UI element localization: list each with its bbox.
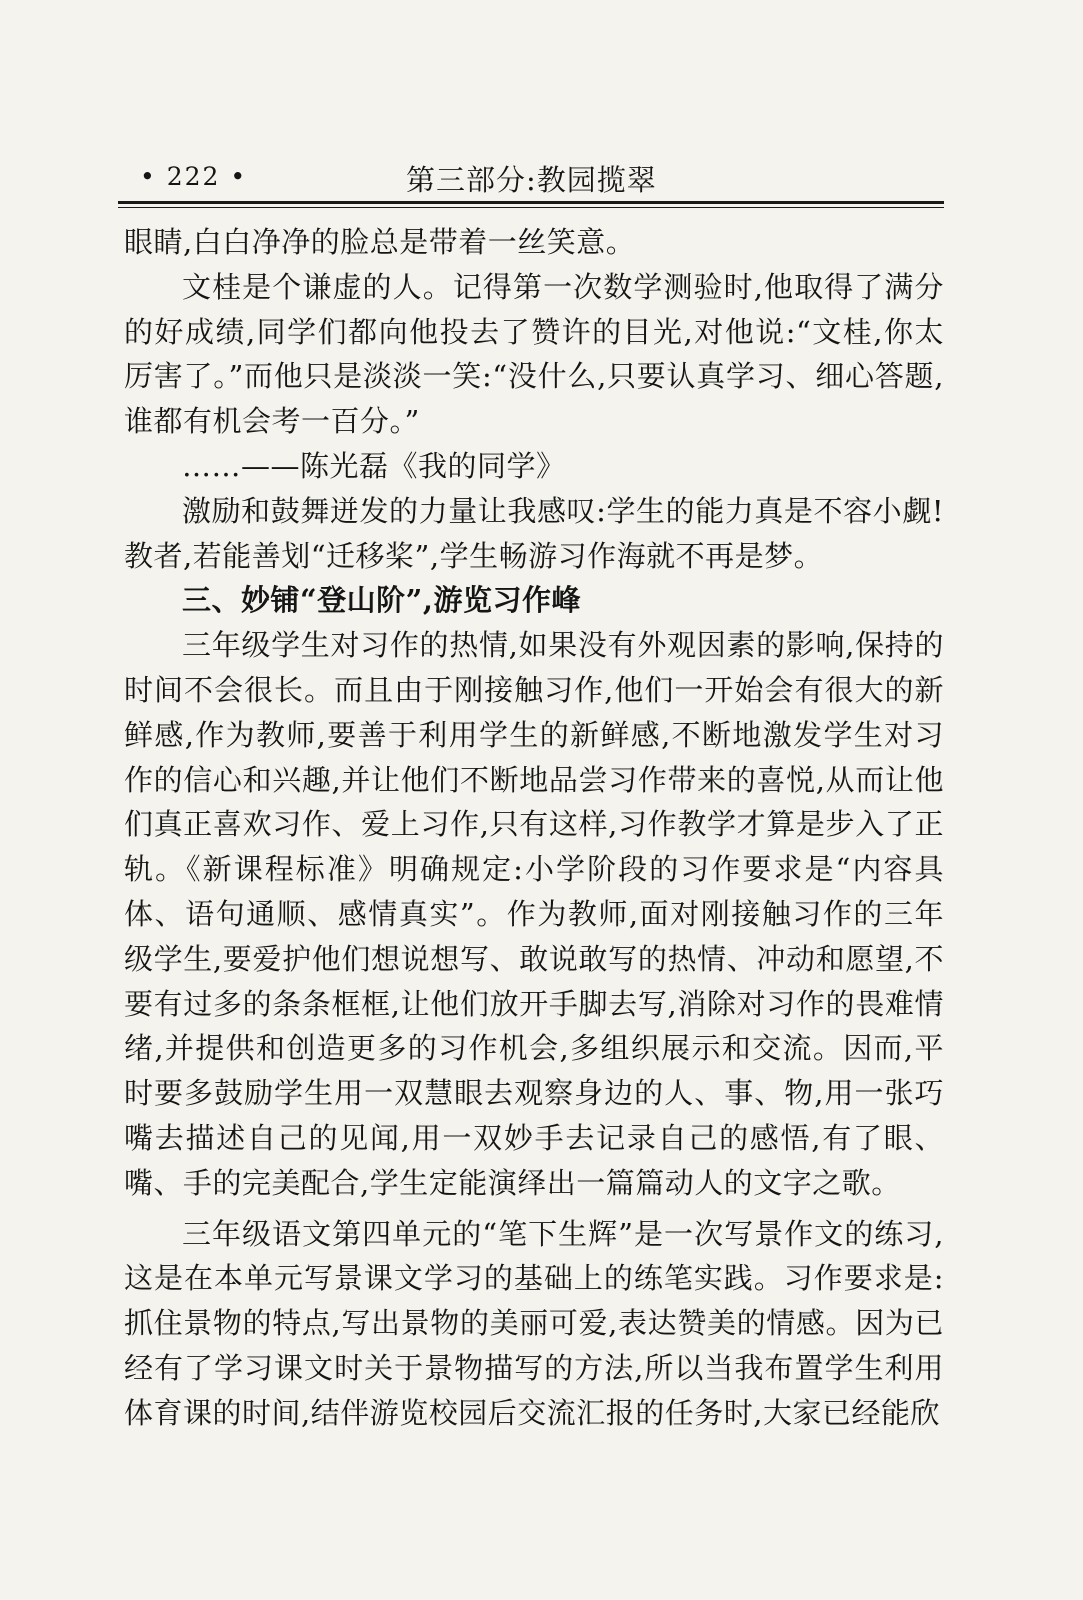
running-title: 第三部分:教园揽翠	[406, 163, 657, 197]
paragraph: 三年级学生对习作的热情,如果没有外观因素的影响,保持的时间不会很长。而且由于刚接触习作,他们一开始会有很大的新鲜感,作为教师,要善于利用学生的新鲜感,不断地激发学生对习作的信心和兴趣,并让他们不断地品尝习作带来的喜悦,从而让他们真正喜欢习作、爱上习作,只有这样,习作教学才算是步入了正轨。《新课程标准》明确规定:小学阶段的习作要求是“内容具体、语句通顺、感情真实”。作为教师,面对刚接触习作的三年级学生,要爱护他们想说想写、敢说敢写的热情、冲动和愿望,不要有过多的条条框框,让他们放开手脚去写,消除对习作的畏难情绪,并提供和创造更多的习作机会,多组织展示和交流。因而,平时要多鼓励学生用一双慧眼去观察身边的人、事、物,用一张巧嘴去描述自己的见闻,用一双妙手去记录自己的感悟,有了眼、嘴、手的完美配合,学生定能演绎出一篇篇动人的文字之歌。	[124, 628, 944, 1200]
paragraph: 文桂是个谦虚的人。记得第一次数学测验时,他取得了满分的好成绩,同学们都向他投去了赞许的目光,对他说:“文桂,你太厉害了。”而他只是淡淡一笑:“没什么,只要认真学习、细心答题,谁都有机会考一百分。”	[124, 269, 944, 439]
page-number: • 222 •	[140, 162, 248, 191]
header-rule-thick	[118, 201, 944, 204]
page-header	[118, 150, 944, 198]
paragraph-continued: 眼睛,白白净净的脸总是带着一丝笑意。	[124, 225, 636, 259]
citation: ……——陈光磊《我的同学》	[182, 448, 566, 483]
section-heading: 三、妙铺“登山阶”,游览习作峰	[182, 583, 581, 618]
body-text	[124, 220, 944, 1436]
paragraph: 激励和鼓舞迸发的力量让我感叹:学生的能力真是不容小觑!教者,若能善划“迁移桨”,学生畅游习作海就不再是梦。	[124, 493, 944, 573]
header-rule-thin	[118, 207, 944, 208]
paragraph: 三年级语文第四单元的“笔下生辉”是一次写景作文的练习,这是在本单元写景课文学习的基础上的练笔实践。习作要求是:抓住景物的特点,写出景物的美丽可爱,表达赞美的情感。因为已经有了学习课文时关于景物描写的方法,所以当我布置学生利用体育课的时间,结伴游览校园后交流汇报的任务时,大家已经能欣	[124, 1216, 944, 1430]
